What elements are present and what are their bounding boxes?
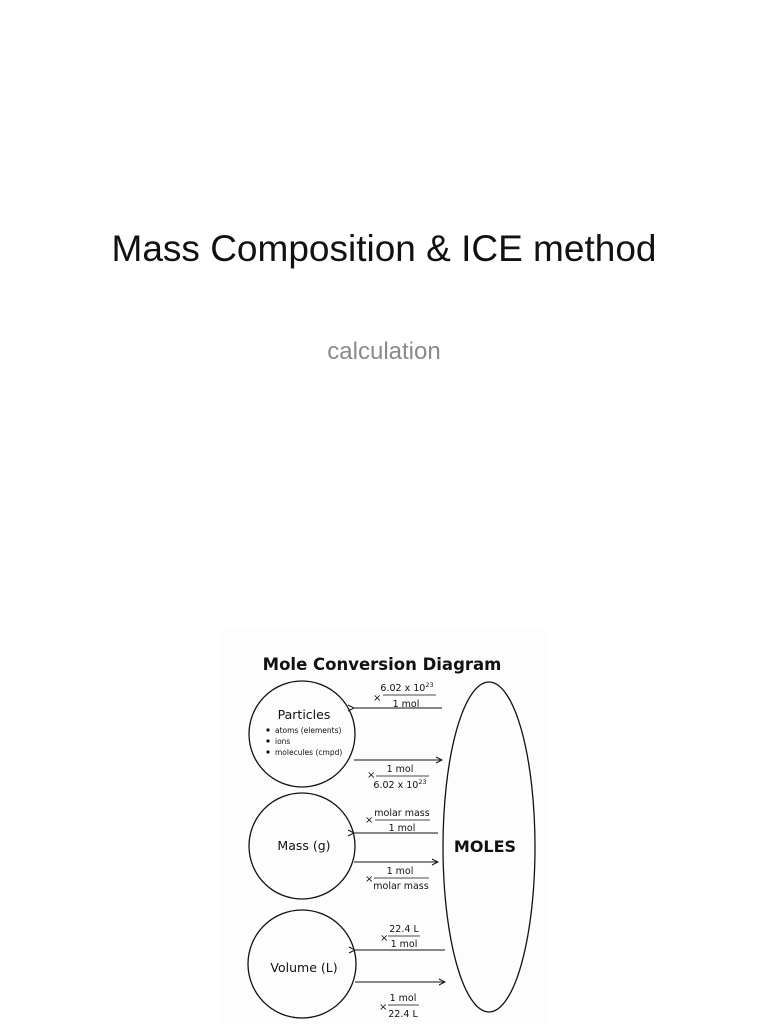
bullet-icon bbox=[266, 739, 269, 742]
multiply-symbol: × bbox=[367, 770, 376, 781]
particles-in-denominator: 1 mol bbox=[392, 699, 420, 710]
slide-subtitle: calculation bbox=[327, 338, 441, 365]
particles-bullet-molecules: molecules (cmpd) bbox=[275, 748, 343, 757]
volume-out-denominator: 22.4 L bbox=[388, 1009, 418, 1020]
bullet-icon bbox=[266, 728, 269, 731]
multiply-symbol: × bbox=[380, 933, 389, 944]
diagram-title: Mole Conversion Diagram bbox=[262, 655, 502, 674]
particles-label: Particles bbox=[277, 707, 331, 722]
particles-out-denominator: 6.02 x $10^{23}$ bbox=[373, 778, 427, 791]
mass-out-numerator: 1 mol bbox=[386, 866, 414, 877]
bullet-icon bbox=[266, 750, 269, 753]
volume-label: Volume (L) bbox=[270, 960, 338, 975]
mass-in-numerator: molar mass bbox=[374, 808, 430, 819]
volume-in-denominator: 1 mol bbox=[390, 939, 418, 950]
volume-in-numerator: 22.4 L bbox=[389, 924, 419, 935]
diagram-drawing bbox=[222, 630, 548, 1024]
particles-in-numerator: 6.02 x $10^{23}$ bbox=[380, 681, 434, 694]
mass-in-denominator: 1 mol bbox=[388, 823, 416, 834]
moles-label: MOLES bbox=[453, 837, 517, 856]
mole-conversion-diagram bbox=[222, 630, 548, 1024]
particles-bullet-atoms: atoms (elements) bbox=[275, 726, 342, 735]
mass-label: Mass (g) bbox=[277, 838, 331, 853]
multiply-symbol: × bbox=[365, 815, 374, 826]
volume-out-numerator: 1 mol bbox=[389, 993, 417, 1004]
mass-out-denominator: molar mass bbox=[373, 881, 429, 892]
multiply-symbol: × bbox=[373, 693, 382, 704]
slide-title: Mass Composition & ICE method bbox=[111, 228, 657, 269]
multiply-symbol: × bbox=[365, 874, 374, 885]
particles-out-numerator: 1 mol bbox=[386, 764, 414, 775]
multiply-symbol: × bbox=[379, 1002, 388, 1013]
particles-bullet-ions: ions bbox=[275, 737, 291, 746]
